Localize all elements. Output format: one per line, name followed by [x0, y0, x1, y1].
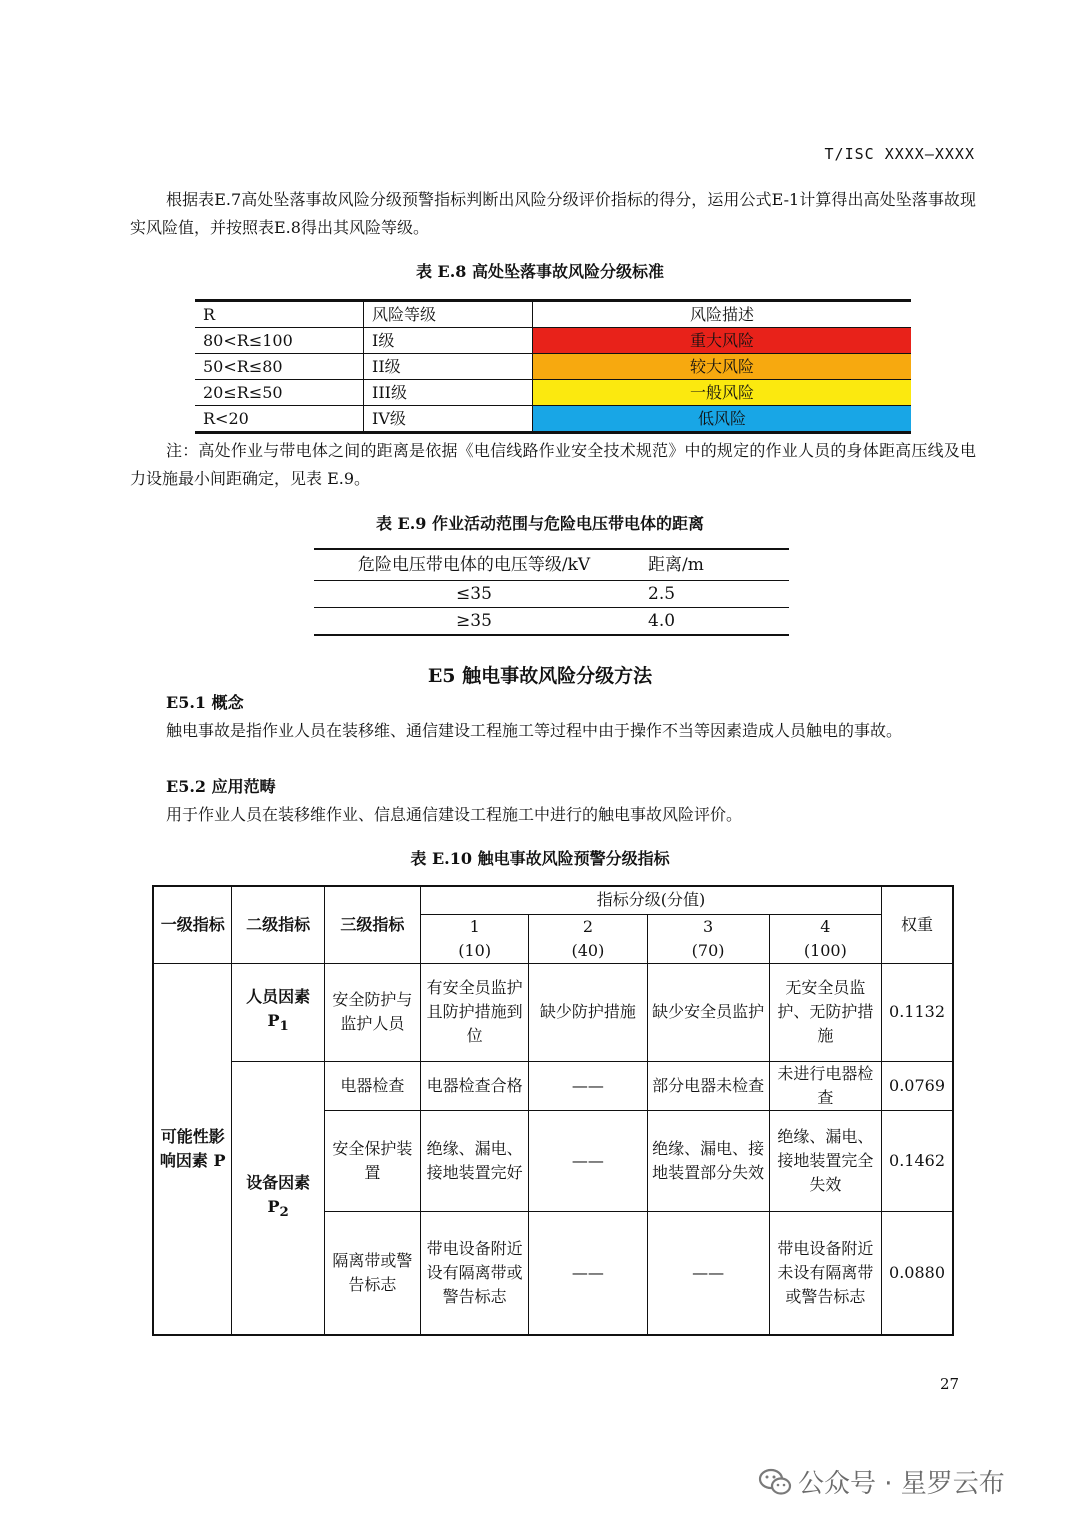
- header-cell: 危险电压带电体的电压等级/kV: [314, 549, 634, 581]
- table-row: [153, 1061, 953, 1110]
- table-e9: [314, 548, 789, 636]
- table-row: [195, 380, 911, 406]
- level3-cell: 隔离带或警告标志: [324, 1211, 420, 1335]
- table-row: [314, 581, 789, 608]
- table-e8-caption: 表 E.8 高处坠落事故风险分级标准: [415, 262, 665, 281]
- grade-cell: ——: [529, 1110, 647, 1211]
- risk-desc: 一般风险: [533, 380, 912, 406]
- header-cell: 二级指标: [232, 886, 324, 963]
- watermark: [758, 1463, 1005, 1500]
- risk-range: 20≤R≤50: [195, 380, 364, 406]
- grade-number: 4: [820, 916, 831, 936]
- risk-level: II级: [364, 354, 533, 380]
- risk-level: III级: [364, 380, 533, 406]
- risk-range: 50<R≤80: [195, 354, 364, 380]
- table-row: [195, 406, 911, 433]
- header-cell: 距离/m: [634, 549, 789, 581]
- risk-level: IV级: [364, 406, 533, 433]
- table-header-row: [153, 886, 953, 914]
- grade-score: (40): [571, 940, 605, 960]
- header-cell: 一级指标: [153, 886, 232, 963]
- grade-header: [421, 914, 529, 963]
- grade-cell: 绝缘、漏电、接地装置完好: [421, 1110, 529, 1211]
- risk-desc: 重大风险: [533, 328, 912, 354]
- level1-cell: 可能性影响因素 P: [153, 963, 232, 1335]
- intro-paragraph: 根据表E.7高处坠落事故风险分级预警指标判断出风险分级评价指标的得分，运用公式E-1计算得出高处坠落事故现实风险值，并按照表E.8得出其风险等级。: [130, 190, 976, 237]
- grade-cell: 有安全员监护且防护措施到位: [421, 963, 529, 1061]
- risk-range: R<20: [195, 406, 364, 433]
- table-e9-caption: 表 E.9 作业活动范围与危险电压带电体的距离: [375, 514, 705, 533]
- risk-range: 80<R≤100: [195, 328, 364, 354]
- grade-header: [769, 914, 881, 963]
- level2-cell: [232, 1061, 324, 1335]
- personnel-label: 人员因素 P: [246, 987, 311, 1031]
- table-e10: [152, 885, 954, 1336]
- table-row: [195, 328, 911, 354]
- page-number: 27: [940, 1375, 960, 1393]
- grade-score: (10): [458, 940, 492, 960]
- grade-cell: 无安全员监护、无防护措施: [769, 963, 881, 1061]
- table-row: [153, 963, 953, 1061]
- note-paragraph: 注：高处作业与带电体之间的距离是依据《电信线路作业安全技术规范》中的规定的作业人员的身体距高压线及电力设施最小间距确定，见表 E.9。: [130, 441, 976, 488]
- level3-cell: 安全保护装置: [324, 1110, 420, 1211]
- grade-cell: 部分电器未检查: [647, 1061, 769, 1110]
- table-header-row: [195, 301, 911, 328]
- grade-cell: 绝缘、漏电、接地装置完全失效: [769, 1110, 881, 1211]
- weight-cell: 0.0769: [882, 1061, 953, 1110]
- voltage-cell: ≤35: [314, 581, 634, 608]
- risk-level: I级: [364, 328, 533, 354]
- equipment-label: 设备因素 P: [246, 1173, 311, 1217]
- level3-cell: 电器检查: [324, 1061, 420, 1110]
- grade-cell: 带电设备附近未设有隔离带或警告标志: [769, 1211, 881, 1335]
- risk-desc: 低风险: [533, 406, 912, 433]
- grade-cell: 带电设备附近设有隔离带或警告标志: [421, 1211, 529, 1335]
- grade-header: [529, 914, 647, 963]
- header-cell: 风险等级: [364, 301, 533, 328]
- grade-number: 1: [469, 916, 480, 936]
- grade-cell: 缺少防护措施: [529, 963, 647, 1061]
- grade-cell: 缺少安全员监护: [647, 963, 769, 1061]
- watermark-text: 公众号 · 星罗云布: [798, 1469, 1005, 1499]
- weight-cell: 0.1132: [882, 963, 953, 1061]
- voltage-cell: ≥35: [314, 608, 634, 636]
- grade-score: (100): [803, 940, 847, 960]
- level3-cell: 安全防护与监护人员: [324, 963, 420, 1061]
- concept-paragraph: 触电事故是指作业人员在装移维、通信建设工程施工等过程中由于操作不当等因素造成人员触电的事故。: [166, 721, 903, 740]
- risk-desc: 较大风险: [533, 354, 912, 380]
- table-header-row: [314, 549, 789, 581]
- weight-cell: 0.1462: [882, 1110, 953, 1211]
- table-row: [195, 354, 911, 380]
- header-cell: 风险描述: [533, 301, 912, 328]
- grade-number: 2: [582, 916, 594, 936]
- personnel-subscript: 1: [279, 1018, 289, 1035]
- scope-paragraph: 用于作业人员在装移维作业、信息通信建设工程施工中进行的触电事故风险评价。: [166, 805, 743, 824]
- distance-cell: 4.0: [634, 608, 789, 636]
- grade-cell: 未进行电器检查: [769, 1061, 881, 1110]
- grade-number: 3: [703, 916, 714, 936]
- grade-cell: ——: [647, 1211, 769, 1335]
- grade-header: [647, 914, 769, 963]
- grade-cell: 电器检查合格: [421, 1061, 529, 1110]
- grade-cell: ——: [529, 1211, 647, 1335]
- distance-cell: 2.5: [634, 581, 789, 608]
- header-cell: 三级指标: [324, 886, 420, 963]
- header-cell: 指标分级(分值): [421, 886, 882, 914]
- grade-cell: ——: [529, 1061, 647, 1110]
- subsection-title: E5.2 应用范畴: [166, 777, 276, 796]
- level2-cell: [232, 963, 324, 1061]
- doc-code: T/ISC XXXX—XXXX: [824, 145, 975, 163]
- header-cell: 权重: [882, 886, 953, 963]
- table-row: [314, 608, 789, 636]
- table-e8: [195, 299, 911, 434]
- wechat-icon: [758, 1467, 792, 1497]
- subsection-title: E5.1 概念: [166, 693, 244, 712]
- grade-cell: 绝缘、漏电、接地装置部分失效: [647, 1110, 769, 1211]
- header-cell: R: [195, 301, 364, 328]
- equipment-subscript: 2: [279, 1204, 289, 1221]
- section-title: E5 触电事故风险分级方法: [427, 665, 653, 687]
- table-e10-caption: 表 E.10 触电事故风险预警分级指标: [410, 849, 670, 868]
- grade-score: (70): [691, 940, 725, 960]
- weight-cell: 0.0880: [882, 1211, 953, 1335]
